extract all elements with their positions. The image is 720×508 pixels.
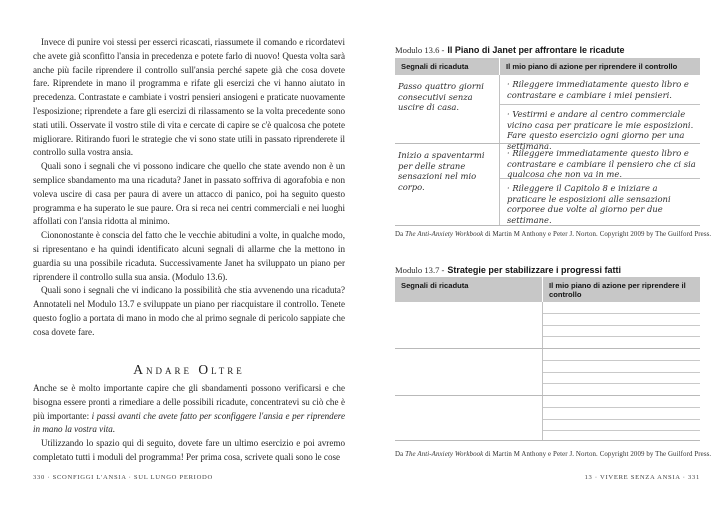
paragraph-2: Quali sono i segnali che vi possono indicare che quello che state avendo non è un semplice sbandamento ma una ricaduta? Janet in passato soffriva di agorafobia e non voleva uscire di casa per paura di avere un attacco di panico, poi ha seguito questo programma e ha superato le sue paure. Ora si reca nei centri commerciali e nei luoghi affollati con l'ansia ridotta al minimo. <box>33 161 345 227</box>
table-13-6-row-1 <box>395 75 700 151</box>
table-13-6 <box>395 58 700 226</box>
ruled-line <box>543 336 700 337</box>
ruled-line <box>543 360 700 361</box>
left-page <box>33 36 346 462</box>
module-13-7-title <box>395 260 621 278</box>
writing-lines-cell-1 <box>543 302 700 348</box>
table-13-6-credit <box>395 231 712 238</box>
empty-signal-cell-2 <box>395 349 543 395</box>
module-13-6-title <box>395 40 624 58</box>
credit-book-title: The Anti-Anxiety Workbook <box>405 231 484 238</box>
credit-book-title: The Anti-Anxiety Workbook <box>405 451 484 458</box>
paragraph-1: Invece di punire voi stessi per esserci ricascati, riassumete il comando e ricordatevi che avete già sconfitto l'ansia in precedenza e potete farlo di nuovo! Questa volta sarà anche più facile riprendere il controllo sull'ansia perché sapete già che cosa dovete fare. Riprendete in mano il programma e rifate gli esercizi che vi hanno aiutato in precedenza. Contrastate e cambiate i vostri pensieri ansiogeni e praticate nuovamente l'esposizione; riprendete a fare gli esercizi di rilassamento se la volta precedente sono stati utili. Osservate il vostro stile di vita e cercate di capire se c'è qualcosa che potete migliorare. Ritirando fuori le strategie che vi sono state utili in passato riprenderete il controllo sulla vostra ansia. <box>33 37 345 158</box>
module-13-7-label: Modulo 13.7 - <box>395 265 445 275</box>
credit-suffix: di Martin M Anthony e Peter J. Norton. Copyright 2009 by The Guilford Press. <box>483 231 712 238</box>
table-13-7-credit <box>395 451 712 458</box>
paragraph-4: Quali sono i segnali che vi indicano la possibilità che stia avvenendo una ricaduta? Annotateli nel Modulo 13.7 e sviluppate un piano per riacquistare il controllo. Tenete questo foglio a portata di mano in modo che al primo segnale di pericolo sappiate che cosa dovete fare. <box>33 285 345 337</box>
table-13-7-header <box>395 277 700 302</box>
section-heading-andare-oltre: Andare Oltre <box>133 362 245 377</box>
ruled-line <box>543 372 700 373</box>
actions-cell-2 <box>500 144 700 225</box>
table-13-6-header-plan: Il mio piano di azione per riprendere il controllo <box>506 62 678 71</box>
after-heading-text <box>33 382 345 465</box>
table-13-7-header-plan: Il mio piano di azione per riprendere il controllo <box>549 281 686 299</box>
action-1-2: · Vestirmi e andare al centro commerciale vicino casa per praticare le mie esposizioni. Fare questo esercizio ogni giorno per una settimana. <box>507 109 694 151</box>
module-13-6-label: Modulo 13.6 - <box>395 45 445 55</box>
ruled-line <box>543 430 700 431</box>
paragraph-5-italic: i passi avanti che avete fatto per sconfiggere l'ansia e per riprendere in mano la vostra vita. <box>33 410 346 435</box>
table-13-7-empty-row-3 <box>395 396 700 441</box>
ruled-line <box>543 407 700 408</box>
writing-lines-cell-2 <box>543 349 700 395</box>
credit-prefix: Da <box>395 451 406 458</box>
table-13-6-header <box>395 58 700 75</box>
paragraph-5-normal: Anche se è molto importante capire che gli sbandamenti possono verificarsi e che bisogna essere pronti a rimediare a delle possibili ricadute, concentratevi su ciò che è più importante: <box>33 383 345 421</box>
table-13-7-header-signals: Segnali di ricaduta <box>395 277 543 302</box>
action-2-2: · Rileggere il Capitolo 8 e iniziare a praticare le esposizioni alle sensazioni corporee due volte al giorno per due settimane. <box>507 183 671 225</box>
right-page-footer: 13 · VIVERE SENZA ANSIA · 331 <box>584 474 700 481</box>
credit-suffix: di Martin M Anthony e Peter J. Norton. Copyright 2009 by The Guilford Press. <box>483 451 712 458</box>
paragraph-3: Ciononostante è conscia del fatto che le vecchie abitudini a volte, in qualche modo, si ripresentano e ha quindi identificato alcuni segnali di allarme che la mettono in guardia su una possibile ricaduta. Successivamente Janet ha sviluppato un piano per riprendere il controllo sulla sua ansia. (Modulo 13.6). <box>33 230 345 282</box>
signal-cell-1: Passo quattro giorni consecutivi senza uscire di casa. <box>395 75 500 143</box>
ruled-line <box>543 419 700 420</box>
table-13-7-empty-row-1 <box>395 302 700 349</box>
ruled-line <box>543 313 700 314</box>
empty-signal-cell-1 <box>395 302 543 348</box>
signal-cell-2: Inizio a spaventarmi per delle strane sensazioni nel mio corpo. <box>395 144 500 225</box>
paragraph-6: Utilizzando lo spazio qui di seguito, dovete fare un ultimo esercizio e poi avremo completato tutti i moduli del programma! Per prima cosa, scrivete quali sono le cose <box>33 438 345 462</box>
module-13-6-title-text: Il Piano di Janet per affrontare le ricadute <box>447 45 625 55</box>
paragraph-5 <box>33 382 345 437</box>
empty-signal-cell-3 <box>395 396 543 440</box>
table-13-7-empty-row-2 <box>395 349 700 396</box>
credit-prefix: Da <box>395 231 406 238</box>
left-page-body <box>33 36 345 340</box>
table-13-7 <box>395 277 700 441</box>
actions-cell-1 <box>500 75 700 151</box>
left-page-footer: 330 · SCONFIGGI L'ANSIA · SUL LUNGO PERIODO <box>33 474 213 481</box>
ruled-line <box>543 383 700 384</box>
action-2-1: · Rileggere immediatamente questo libro e contrastare e cambiare il pensiero che ci sia qualcosa che non va in me. <box>500 144 700 179</box>
table-13-6-header-signals: Segnali di ricaduta <box>395 58 500 75</box>
module-13-7-title-text: Strategie per stabilizzare i progressi fatti <box>447 265 621 275</box>
table-13-6-row-2 <box>395 144 700 226</box>
writing-lines-cell-3 <box>543 396 700 440</box>
ruled-line <box>543 325 700 326</box>
action-1-1: · Rileggere immediatamente questo libro e contrastare e cambiare i miei pensieri. <box>500 75 700 105</box>
